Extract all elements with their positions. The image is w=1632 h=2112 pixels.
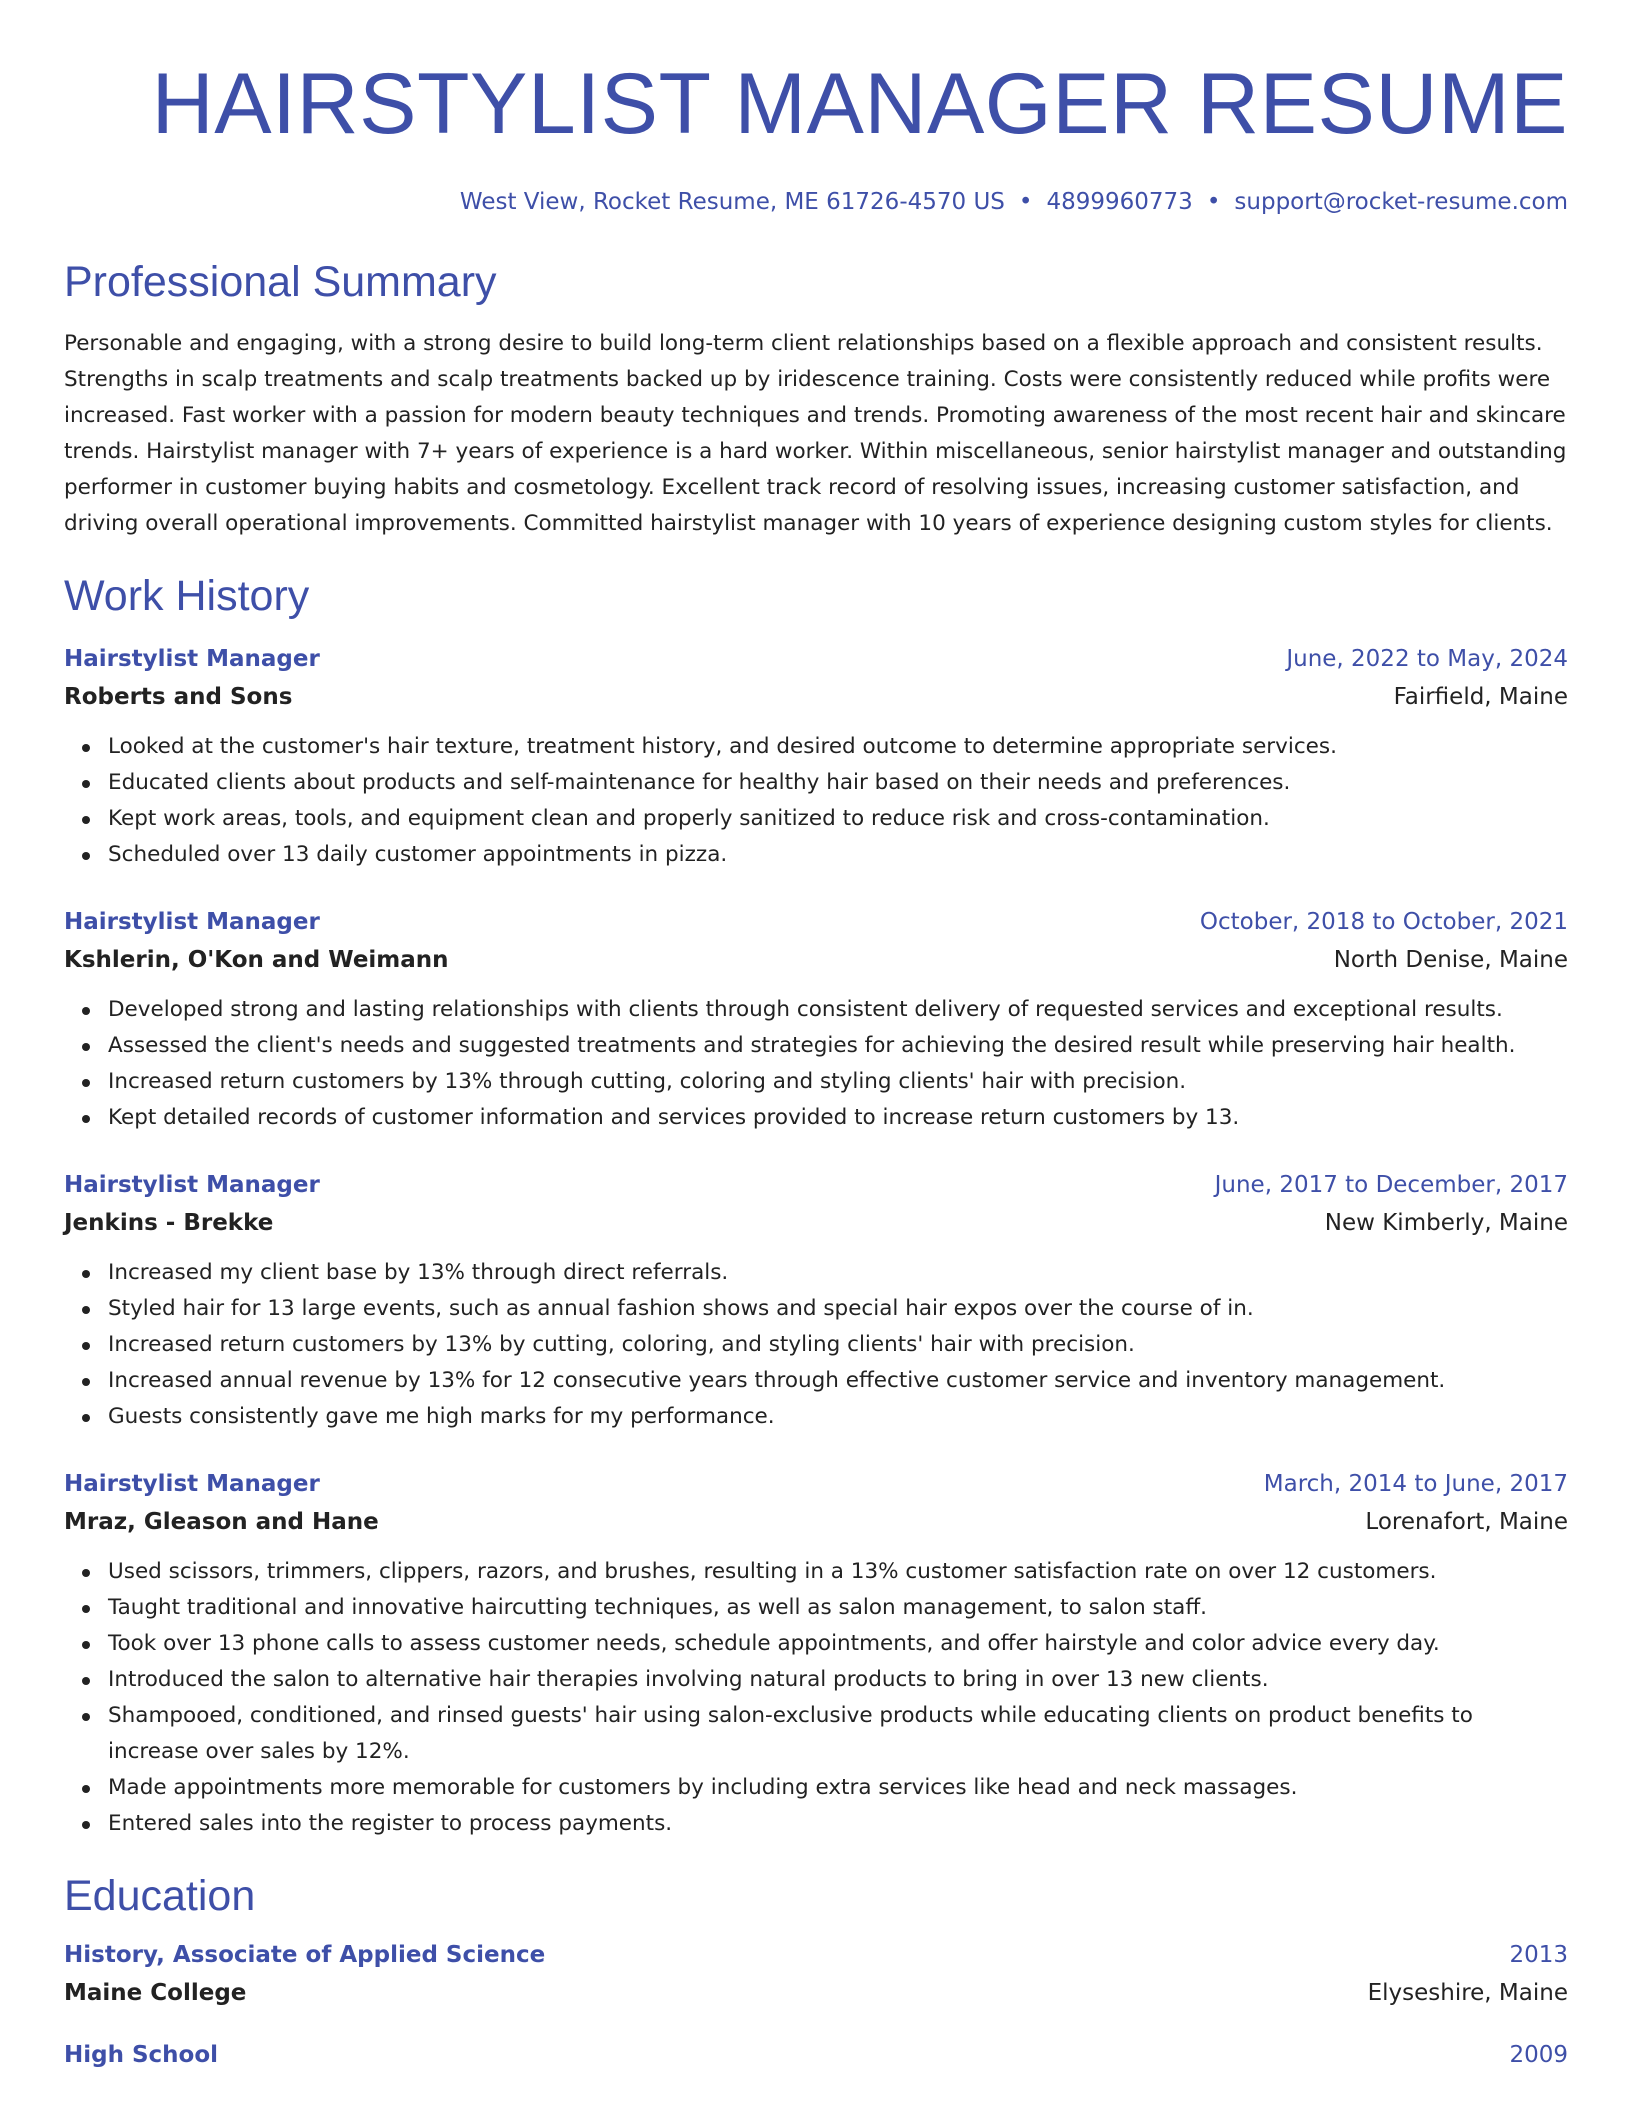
job-bullets <box>64 1255 1568 1435</box>
job-bullet: Guests consistently gave me high marks for my performance. <box>108 1399 1568 1435</box>
job-location: Lorenafort, Maine <box>1365 1509 1568 1535</box>
job-location: North Denise, Maine <box>1333 947 1568 973</box>
contact-phone: 4899960773 <box>1046 189 1193 215</box>
job-entry <box>64 1465 1568 1842</box>
job-title: Hairstylist Manager <box>64 646 320 672</box>
job-dates: June, 2022 to May, 2024 <box>1286 646 1568 672</box>
job-location: New Kimberly, Maine <box>1324 1210 1568 1236</box>
resume-title: HAIRSTYLIST MANAGER RESUME <box>151 56 1568 152</box>
contact-address: West View, Rocket Resume, ME 61726-4570 US <box>459 189 1005 215</box>
job-company: Jenkins - Brekke <box>64 1210 274 1236</box>
job-bullet: Took over 13 phone calls to assess customer needs, schedule appointments, and offer hairstyle and color advice every day. <box>108 1626 1568 1662</box>
job-bullet: Scheduled over 13 daily customer appointments in pizza. <box>108 837 1568 873</box>
job-dates: October, 2018 to October, 2021 <box>1199 909 1568 935</box>
job-bullet: Shampooed, conditioned, and rinsed guests' hair using salon-exclusive products while educating clients on product benefits to increase over sales by 12%. <box>108 1698 1568 1770</box>
education-entry <box>64 1936 1568 2012</box>
resume-page <box>64 0 1568 2074</box>
job-bullets <box>64 1554 1568 1842</box>
job-company: Kshlerin, O'Kon and Weimann <box>64 947 449 973</box>
job-company: Mraz, Gleason and Hane <box>64 1509 379 1535</box>
job-bullet: Increased return customers by 13% through cutting, coloring and styling clients' hair with precision. <box>108 1064 1568 1100</box>
job-bullet: Increased return customers by 13% by cutting, coloring, and styling clients' hair with precision. <box>108 1327 1568 1363</box>
job-bullet: Kept work areas, tools, and equipment clean and properly sanitized to reduce risk and cross-contamination. <box>108 801 1568 837</box>
job-dates: June, 2017 to December, 2017 <box>1214 1172 1568 1198</box>
job-entry <box>64 1166 1568 1435</box>
job-title: Hairstylist Manager <box>64 909 320 935</box>
job-bullet: Looked at the customer's hair texture, treatment history, and desired outcome to determine appropriate services. <box>108 729 1568 765</box>
contact-line <box>64 186 1568 218</box>
education-year: 2009 <box>1509 2042 1568 2068</box>
job-bullet: Taught traditional and innovative haircutting techniques, as well as salon management, to salon staff. <box>108 1590 1568 1626</box>
education-location: Elyseshire, Maine <box>1367 1980 1568 2006</box>
job-entry <box>64 640 1568 873</box>
job-bullet: Styled hair for 13 large events, such as annual fashion shows and special hair expos over the course of in. <box>108 1291 1568 1327</box>
job-company: Roberts and Sons <box>64 684 293 710</box>
education-school: Maine College <box>64 1980 247 2006</box>
job-bullet: Assessed the client's needs and suggested treatments and strategies for achieving the desired result while preserving hair health. <box>108 1028 1568 1064</box>
job-dates: March, 2014 to June, 2017 <box>1263 1471 1568 1497</box>
job-bullets <box>64 729 1568 873</box>
summary-text: Personable and engaging, with a strong desire to build long-term client relationships based on a flexible approach and consistent results. Strengths in scalp treatments and scalp treatments backed up by iridescence training. Costs were consistently reduced while profits were increased. Fast worker with a passion for modern beauty techniques and trends. Promoting awareness of the most recent hair and skincare trends. Hairstylist manager with 7+ years of experience is a hard worker. Within miscellaneous, senior hairstylist manager and outstanding performer in customer buying habits and cosmetology. Excellent track record of resolving issues, increasing customer satisfaction, and driving overall operational improvements. Committed hairstylist manager with 10 years of experience designing custom styles for clients. <box>64 331 1567 536</box>
job-bullet: Entered sales into the register to process payments. <box>108 1806 1568 1842</box>
education-degree: History, Associate of Applied Science <box>64 1942 546 1968</box>
job-title: Hairstylist Manager <box>64 1471 320 1497</box>
job-bullet: Developed strong and lasting relationships with clients through consistent delivery of requested services and exceptional results. <box>108 992 1568 1028</box>
job-bullets <box>64 992 1568 1136</box>
job-bullet: Introduced the salon to alternative hair therapies involving natural products to bring in over 13 new clients. <box>108 1662 1568 1698</box>
contact-separator: • <box>1206 189 1221 215</box>
education-entry <box>64 2036 1568 2074</box>
education-degree: High School <box>64 2042 219 2068</box>
job-bullet: Increased annual revenue by 13% for 12 consecutive years through effective customer service and inventory management. <box>108 1363 1568 1399</box>
job-entry <box>64 903 1568 1136</box>
contact-separator: • <box>1018 189 1033 215</box>
job-bullet: Kept detailed records of customer information and services provided to increase return customers by 13. <box>108 1100 1568 1136</box>
work-history-heading: Work History <box>64 572 310 620</box>
job-bullet: Educated clients about products and self-maintenance for healthy hair based on their needs and preferences. <box>108 765 1568 801</box>
contact-email: support@rocket-resume.com <box>1234 189 1568 215</box>
job-bullet: Increased my client base by 13% through direct referrals. <box>108 1255 1568 1291</box>
job-title: Hairstylist Manager <box>64 1172 320 1198</box>
job-location: Fairfield, Maine <box>1393 684 1568 710</box>
summary-heading: Professional Summary <box>64 258 497 306</box>
job-bullet: Used scissors, trimmers, clippers, razors, and brushes, resulting in a 13% customer satisfaction rate on over 12 customers. <box>108 1554 1568 1590</box>
job-bullet: Made appointments more memorable for customers by including extra services like head and neck massages. <box>108 1770 1568 1806</box>
education-heading: Education <box>64 1872 256 1920</box>
education-year: 2013 <box>1509 1942 1568 1968</box>
